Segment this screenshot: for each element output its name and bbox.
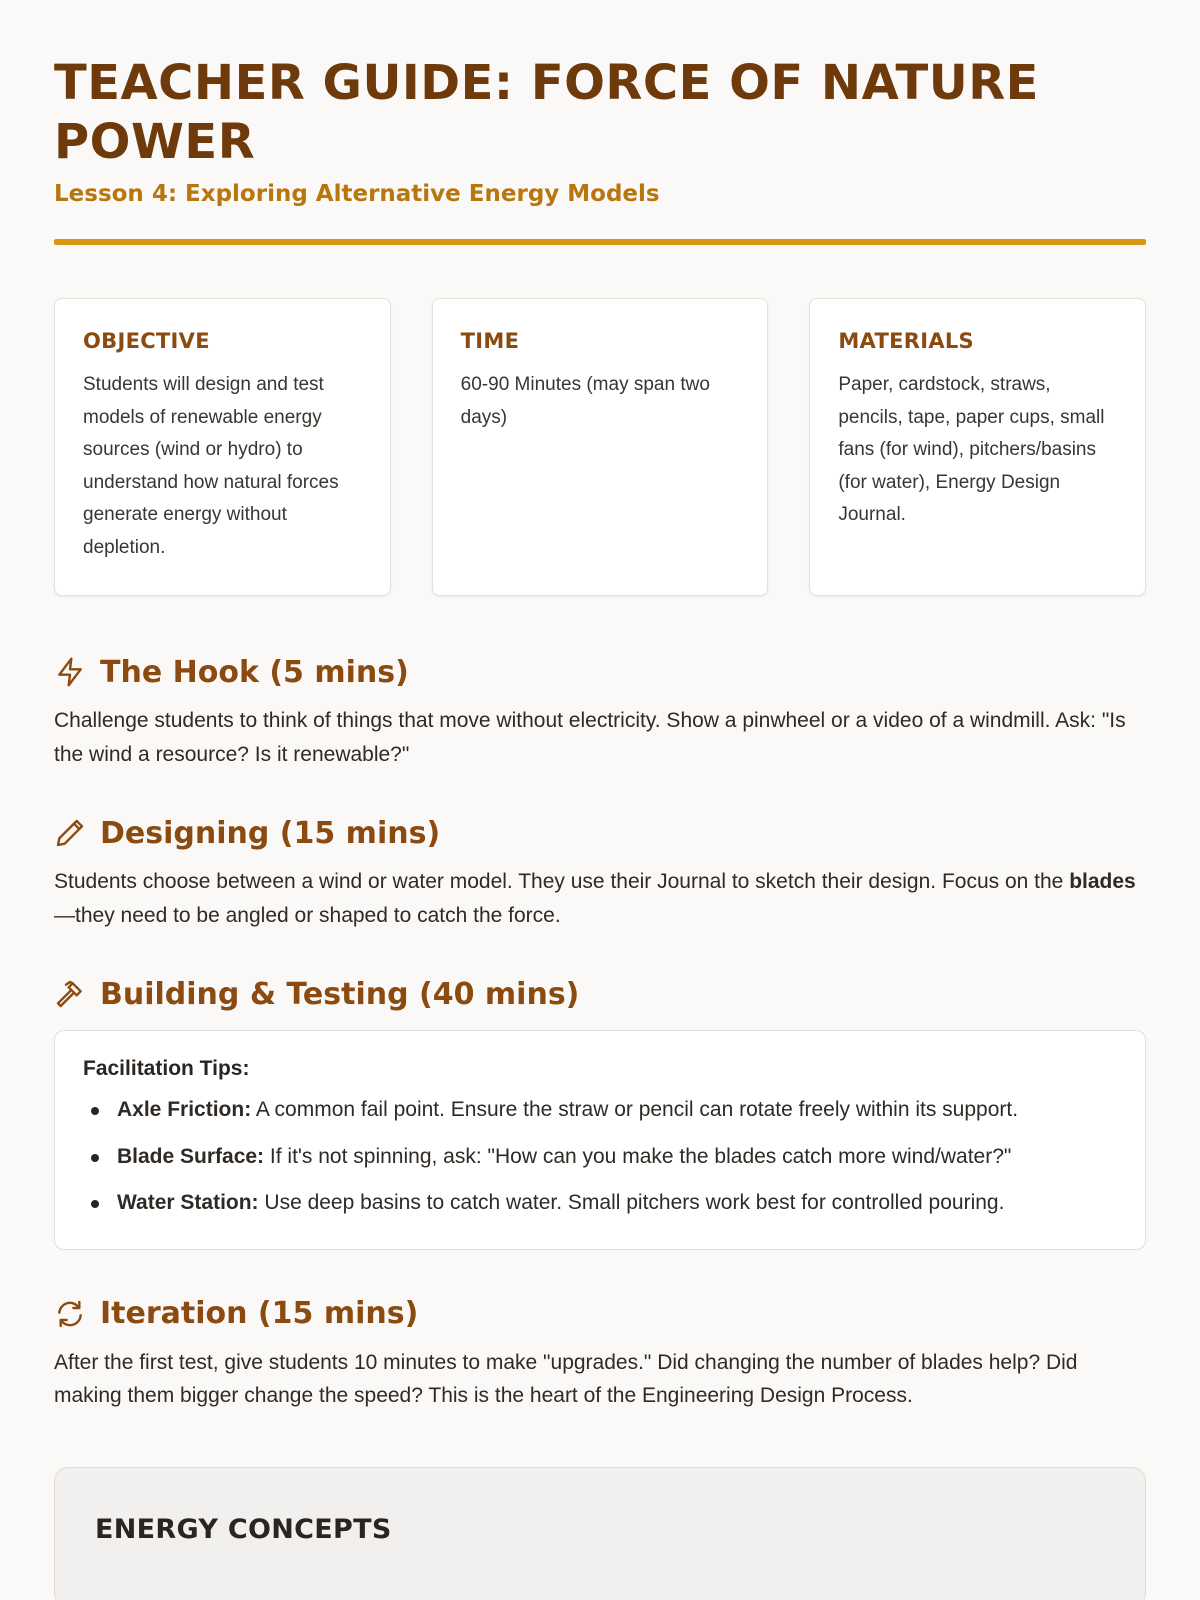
card-text: Paper, cardstock, straws, pencils, tape, paper cups, small fans (for wind), pitchers/basins (for water), Energy Design Journal. (838, 374, 1105, 525)
energy-concepts-box (54, 1467, 1146, 1600)
materials-card (809, 298, 1146, 596)
card-text: Students will design and test models of renewable energy sources (wind or hydro) to understand how natural forces generate energy without depletion. (83, 374, 339, 558)
iteration-section (54, 1294, 1146, 1413)
card-title: OBJECTIVE (83, 329, 210, 353)
header-divider (54, 239, 1146, 245)
designing-section (54, 813, 1146, 932)
hammer-icon (54, 978, 86, 1010)
building-section (54, 974, 1146, 1250)
card-text: 60-90 Minutes (may span two days) (460, 374, 710, 428)
tips-title: Facilitation Tips: (83, 1057, 250, 1080)
list-item: Water Station: Use deep basins to catch water. Small pitchers work best for controlled pouring. (83, 1186, 1117, 1220)
page-title: TEACHER GUIDE: FORCE OF NATURE POWER (54, 55, 1039, 170)
list-item: Axle Friction: A common fail point. Ensure the straw or pencil can rotate freely within its support. (83, 1093, 1117, 1127)
lesson-subtitle: Lesson 4: Exploring Alternative Energy Models (54, 181, 660, 207)
section-text: Students choose between a wind or water model. They use their Journal to sketch their design. Focus on the blades—they need to be angled or shaped to catch the force. (54, 870, 1136, 927)
emphasis-text: blades (1069, 870, 1136, 893)
time-card (432, 298, 769, 596)
card-title: MATERIALS (838, 329, 974, 353)
concepts-title: ENERGY CONCEPTS (95, 1513, 392, 1545)
card-title: TIME (460, 329, 520, 353)
objective-card (54, 298, 391, 596)
section-text: Challenge students to think of things that move without electricity. Show a pinwheel or a video of a windmill. Ask: "Is the wind a resource? Is it renewable?" (54, 709, 1126, 766)
section-text: After the first test, give students 10 minutes to make "upgrades." Did changing the number of blades help? Did making them bigger change the speed? This is the heart of the Engineering Design Process. (54, 1350, 1078, 1407)
lightning-icon (54, 656, 86, 688)
facilitation-tips-box (54, 1030, 1146, 1250)
section-title: Iteration (15 mins) (100, 1296, 419, 1331)
section-title: The Hook (5 mins) (100, 654, 409, 690)
hook-section (54, 652, 1146, 771)
info-cards (54, 298, 1146, 596)
refresh-icon (54, 1298, 86, 1330)
section-title: Building & Testing (40 mins) (100, 976, 580, 1012)
lesson-sections (54, 652, 1146, 1600)
pencil-icon (54, 817, 86, 849)
list-item: Blade Surface: If it's not spinning, ask: "How can you make the blades catch more wind/water?" (83, 1140, 1117, 1174)
section-title: Designing (15 mins) (100, 815, 441, 851)
tips-list (83, 1093, 1117, 1220)
